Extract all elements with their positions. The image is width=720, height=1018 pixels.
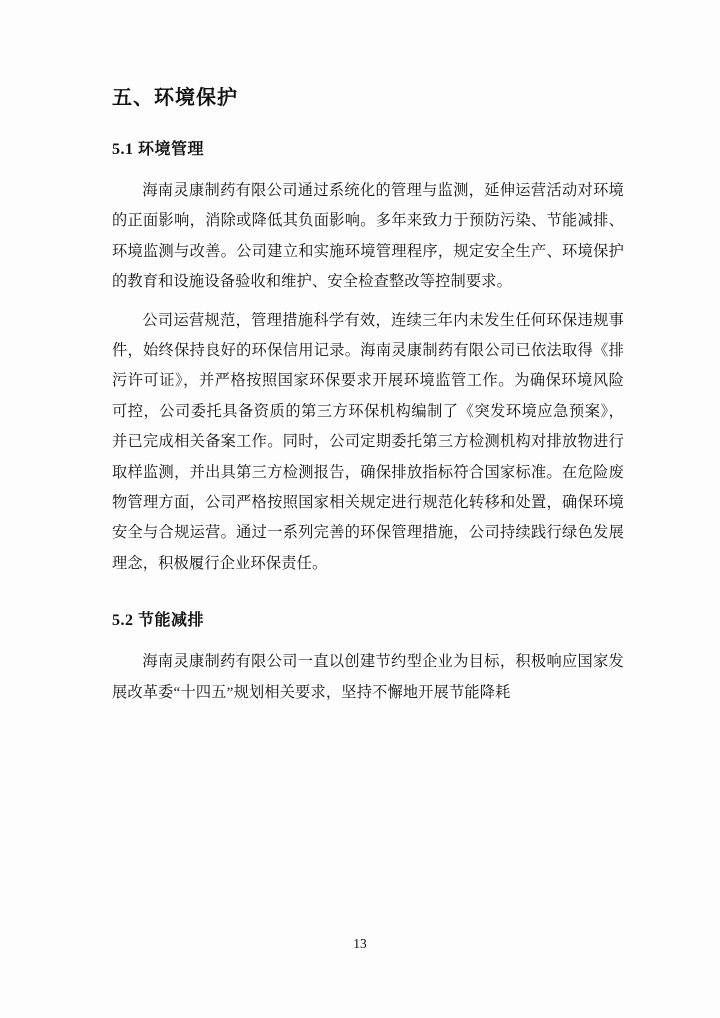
paragraph-5-2-1: 海南灵康制药有限公司一直以创建节约型企业为目标，积极响应国家发展改革委“十四五”规划相关要求，坚持不懈地开展节能降耗 [112, 653, 624, 701]
section-heading: 五、环境保护 [112, 87, 238, 109]
subsection-heading-5-1: 5.1 环境管理 [112, 141, 205, 158]
page-number: 13 [353, 936, 367, 951]
paragraph-5-1-2: 公司运营规范，管理措施科学有效，连续三年内未发生任何环保违规事件，始终保持良好的环保信用记录。海南灵康制药有限公司已依法取得《排污许可证》，并严格按照国家环保要求开展环境监管工作。为确保环境风险可控，公司委托具备资质的第三方环保机构编制了《突发环境应急预案》，并已完成相关备案工作。同时，公司定期委托第三方检测机构对排放物进行取样监测，并出具第三方检测报告，确保排放指标符合国家标准。在危险废物管理方面，公司严格按照国家相关规定进行规范化转移和处置，确保环境安全与合规运营。通过一系列完善的环保管理措施，公司持续践行绿色发展理念，积极履行企业环保责任。 [112, 311, 624, 572]
paragraph-5-1-1: 海南灵康制药有限公司通过系统化的管理与监测，延伸运营活动对环境的正面影响，消除或降低其负面影响。多年来致力于预防污染、节能减排、环境监测与改善。公司建立和实施环境管理程序，规定安全生产、环境保护的教育和设施设备验收和维护、安全检查整改等控制要求。 [112, 182, 624, 291]
subsection-heading-5-2: 5.2 节能减排 [112, 612, 205, 630]
